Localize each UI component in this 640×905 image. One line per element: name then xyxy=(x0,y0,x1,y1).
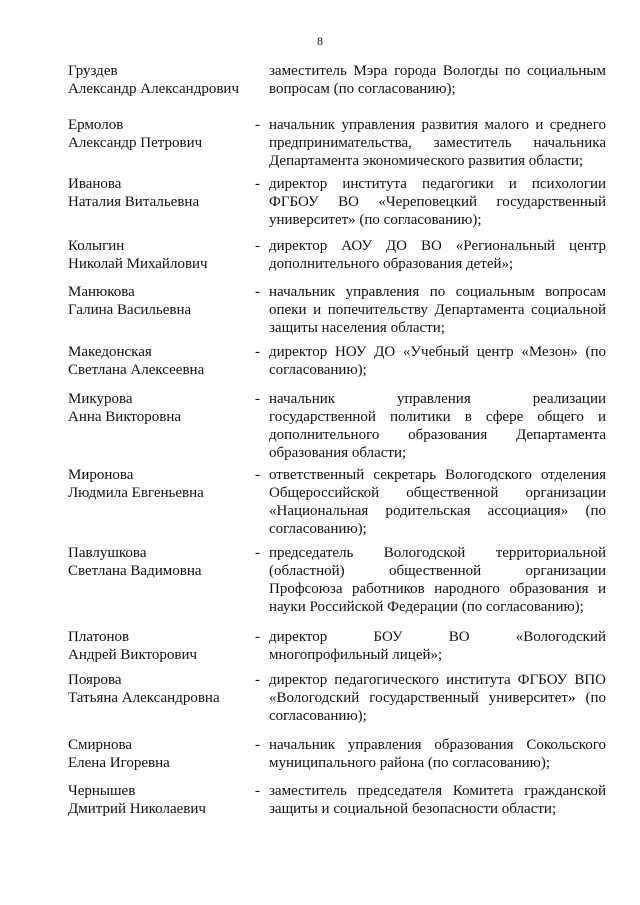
page-number: 8 xyxy=(317,34,323,48)
member-surname: Ермолов xyxy=(68,117,124,133)
member-surname: Платонов xyxy=(68,629,130,645)
member-name xyxy=(68,283,258,319)
position-line: председатель Вологодской территориальной xyxy=(269,545,606,561)
member-surname: Иванова xyxy=(68,176,122,192)
member-given-names: Александр Петрович xyxy=(68,135,203,151)
member-position xyxy=(269,175,606,229)
member-given-names: Светлана Алексеевна xyxy=(68,362,205,378)
position-line: «Национальная родительская ассоциация» (по xyxy=(269,503,606,519)
position-line: заместитель Мэра города Вологды по социальным xyxy=(269,63,606,79)
position-line: защиты и социальной безопасности области; xyxy=(269,801,557,817)
position-line: науки Российской Федерации (по согласованию); xyxy=(269,599,584,615)
position-line: муниципального района (по согласованию); xyxy=(269,755,551,771)
list-dash: - xyxy=(255,629,260,645)
position-line: Департамента экономического развития области; xyxy=(269,153,584,169)
position-line: дополнительного образования Департамента xyxy=(269,427,606,443)
position-line: директор БОУ ВО «Вологодский xyxy=(269,629,606,645)
member-name xyxy=(68,116,258,152)
position-line: вопросам (по согласованию); xyxy=(269,81,456,97)
position-line: согласованию); xyxy=(269,362,367,378)
member-name xyxy=(68,390,258,426)
member-name xyxy=(68,782,258,818)
member-name xyxy=(68,237,258,273)
member-position xyxy=(269,628,606,664)
position-line: многопрофильный лицей»; xyxy=(269,647,443,663)
member-position xyxy=(269,782,606,818)
list-dash: - xyxy=(255,176,260,192)
member-given-names: Татьяна Александровна xyxy=(68,690,220,706)
member-name xyxy=(68,466,258,502)
member-position xyxy=(269,343,606,379)
member-surname: Чернышев xyxy=(68,783,136,799)
position-line: начальник управления реализации xyxy=(269,391,606,407)
member-surname: Груздев xyxy=(68,63,118,79)
member-position xyxy=(269,466,606,538)
member-name xyxy=(68,544,258,580)
member-given-names: Галина Васильевна xyxy=(68,302,192,318)
position-line: опеки и попечительству Департамента социальной xyxy=(269,302,606,318)
member-position xyxy=(269,736,606,772)
position-line: начальник управления образования Сокольского xyxy=(269,737,606,753)
member-given-names: Светлана Вадимовна xyxy=(68,563,202,579)
member-given-names: Андрей Викторович xyxy=(68,647,198,663)
member-given-names: Александр Александрович xyxy=(68,81,239,97)
member-position xyxy=(269,544,606,616)
member-given-names: Дмитрий Николаевич xyxy=(68,801,206,817)
list-dash: - xyxy=(255,545,260,561)
position-line: начальник управления развития малого и среднего xyxy=(269,117,606,133)
member-given-names: Анна Викторовна xyxy=(68,409,182,425)
position-line: директор института педагогики и психологии xyxy=(269,176,606,192)
list-dash: - xyxy=(255,238,260,254)
position-line: дополнительного образования детей»; xyxy=(269,256,514,272)
member-name xyxy=(68,343,258,379)
member-name xyxy=(68,736,258,772)
position-line: Профсоюза работников народного образования и xyxy=(269,581,606,597)
member-position xyxy=(269,116,606,170)
position-line: ФГБОУ ВО «Череповецкий государственный xyxy=(269,194,606,210)
member-name xyxy=(68,175,258,211)
list-dash: - xyxy=(255,737,260,753)
position-line: университет» (по согласованию); xyxy=(269,212,482,228)
position-line: «Вологодский государственный университет» (по xyxy=(269,690,606,706)
position-line: начальник управления по социальным вопросам xyxy=(269,284,606,300)
list-dash: - xyxy=(255,783,260,799)
member-position xyxy=(269,62,606,98)
member-surname: Македонская xyxy=(68,344,152,360)
list-dash: - xyxy=(255,344,260,360)
position-line: предпринимательства, заместитель начальника xyxy=(269,135,606,151)
member-given-names: Людмила Евгеньевна xyxy=(68,485,204,501)
list-dash: - xyxy=(255,284,260,300)
member-given-names: Николай Михайлович xyxy=(68,256,208,272)
list-dash: - xyxy=(255,117,260,133)
member-surname: Манюкова xyxy=(68,284,135,300)
position-line: Общероссийской общественной организации xyxy=(269,485,606,501)
position-line: директор НОУ ДО «Учебный центр «Мезон» (по xyxy=(269,344,606,360)
position-line: директор АОУ ДО ВО «Региональный центр xyxy=(269,238,606,254)
position-line: государственной политики в сфере общего и xyxy=(269,409,606,425)
position-line: (областной) общественной организации xyxy=(269,563,606,579)
member-surname: Смирнова xyxy=(68,737,133,753)
member-name xyxy=(68,62,258,98)
member-surname: Поярова xyxy=(68,672,122,688)
member-surname: Миронова xyxy=(68,467,134,483)
member-position xyxy=(269,671,606,725)
member-name xyxy=(68,628,258,664)
member-surname: Микурова xyxy=(68,391,133,407)
position-line: директор педагогического института ФГБОУ ВПО xyxy=(269,672,606,688)
position-line: заместитель председателя Комитета гражданской xyxy=(269,783,606,799)
member-surname: Павлушкова xyxy=(68,545,147,561)
member-name xyxy=(68,671,258,707)
member-position xyxy=(269,237,606,273)
position-line: согласованию); xyxy=(269,521,367,537)
list-dash: - xyxy=(255,672,260,688)
member-given-names: Наталия Витальевна xyxy=(68,194,200,210)
position-line: согласованию); xyxy=(269,708,367,724)
member-surname: Колыгин xyxy=(68,238,125,254)
member-given-names: Елена Игоревна xyxy=(68,755,170,771)
position-line: образования области; xyxy=(269,445,407,461)
list-dash: - xyxy=(255,467,260,483)
member-position xyxy=(269,390,606,462)
list-dash: - xyxy=(255,391,260,407)
position-line: ответственный секретарь Вологодского отделения xyxy=(269,467,606,483)
member-position xyxy=(269,283,606,337)
position-line: защиты населения области; xyxy=(269,320,445,336)
